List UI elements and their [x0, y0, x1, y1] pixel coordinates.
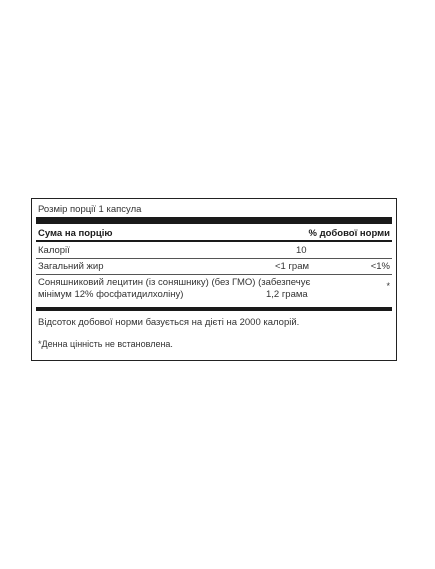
thick-divider [36, 217, 392, 224]
row-divider [36, 258, 392, 259]
nutrient-row-calories [38, 245, 390, 257]
daily-value-footnote: Відсоток добової норми базується на дієті на 2000 калорій. [38, 317, 300, 328]
nutrient-label: Калорії [38, 245, 70, 256]
facts-header-row [38, 228, 390, 239]
nutrient-label: Загальний жир [38, 261, 104, 272]
lecithin-line-2: мінімум 12% фосфатидилхоліну) [38, 289, 184, 300]
nutrient-row-total-fat [38, 261, 390, 273]
daily-value-header: % добової норми [308, 228, 390, 239]
lecithin-line-1: Соняшниковий лецитин (із соняшнику) (без ГМО) (забезпечує [38, 277, 311, 288]
nutrient-amount: 10 [296, 245, 307, 256]
not-established-footnote: *Денна цінність не встановлена. [38, 339, 173, 349]
row-divider [36, 274, 392, 275]
header-divider [36, 240, 392, 242]
nutrient-dv: <1% [370, 261, 390, 272]
amount-per-serving-header: Сума на порцію [38, 228, 113, 239]
nutrient-amount: <1 грам [275, 261, 310, 272]
bottom-divider [36, 307, 392, 311]
serving-size: Розмір порції 1 капсула [38, 204, 142, 215]
supplement-facts-panel [31, 198, 397, 361]
lecithin-amount: 1,2 грама [266, 289, 308, 300]
lecithin-dv: * [386, 281, 390, 291]
